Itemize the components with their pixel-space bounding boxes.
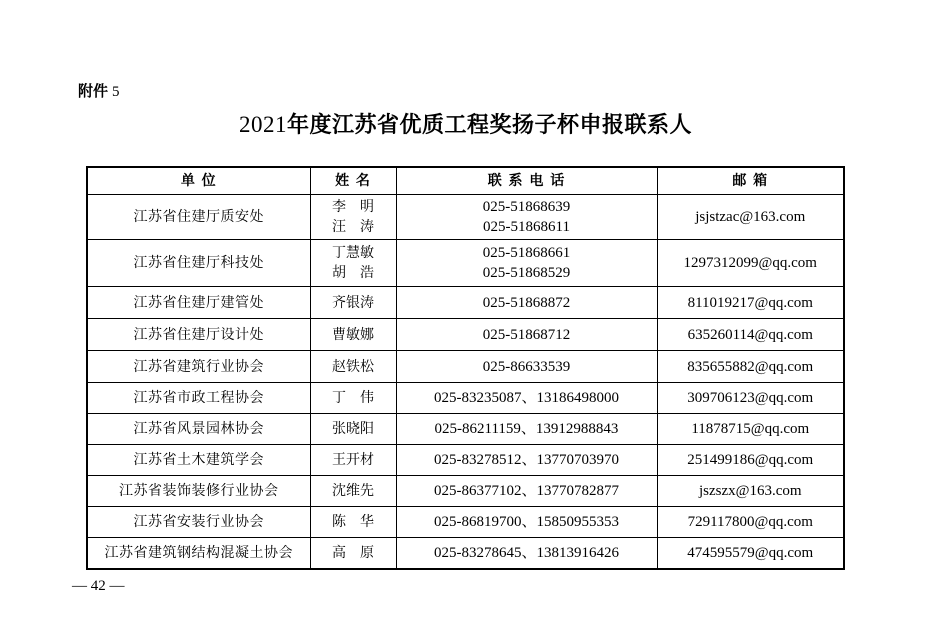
cell-phones bbox=[396, 414, 657, 445]
header-email: 邮 箱 bbox=[657, 167, 844, 195]
cell-phones bbox=[396, 319, 657, 351]
contact-name: 陈 华 bbox=[332, 514, 374, 530]
cell-email: 729117800@qq.com bbox=[657, 507, 844, 538]
cell-names bbox=[310, 195, 396, 240]
cell-phones bbox=[396, 507, 657, 538]
cell-names bbox=[310, 414, 396, 445]
table-row bbox=[87, 383, 844, 414]
attachment-label-text: 附件 bbox=[78, 82, 109, 100]
cell-unit: 江苏省住建厅设计处 bbox=[87, 319, 310, 351]
phone-number: 025-51868712 bbox=[482, 326, 571, 343]
cell-email: 11878715@qq.com bbox=[657, 414, 844, 445]
cell-email: 251499186@qq.com bbox=[657, 445, 844, 476]
cell-email: 835655882@qq.com bbox=[657, 351, 844, 383]
cell-names bbox=[310, 351, 396, 383]
cell-phones bbox=[396, 240, 657, 287]
cell-names bbox=[310, 319, 396, 351]
contact-name: 齐银涛 bbox=[332, 294, 374, 311]
title-year: 2021 bbox=[238, 112, 287, 137]
contact-name: 丁慧敏 bbox=[332, 245, 374, 261]
page-title bbox=[0, 108, 931, 139]
table-header-row bbox=[87, 167, 844, 195]
cell-email: jszszx@163.com bbox=[657, 476, 844, 507]
table-row bbox=[87, 287, 844, 319]
contact-name: 张晓阳 bbox=[332, 421, 374, 437]
title-text: 年度江苏省优质工程奖扬子杯申报联系人 bbox=[286, 113, 692, 138]
header-unit: 单 位 bbox=[87, 167, 310, 195]
cell-phones bbox=[396, 383, 657, 414]
table-row bbox=[87, 445, 844, 476]
table-row bbox=[87, 195, 844, 240]
cell-email: 635260114@qq.com bbox=[657, 319, 844, 351]
phone-number: 025-83235087、13186498000 bbox=[434, 390, 619, 406]
contact-name: 王开材 bbox=[332, 452, 374, 468]
cell-unit: 江苏省土木建筑学会 bbox=[87, 445, 310, 476]
cell-names bbox=[310, 445, 396, 476]
cell-names bbox=[310, 538, 396, 569]
contact-name: 曹敏娜 bbox=[332, 326, 374, 343]
phone-number: 025-51868529 bbox=[482, 265, 571, 281]
cell-names bbox=[310, 476, 396, 507]
phone-number: 025-51868872 bbox=[482, 294, 571, 311]
phone-number: 025-86211159、13912988843 bbox=[434, 421, 619, 437]
cell-unit: 江苏省住建厅科技处 bbox=[87, 240, 310, 287]
cell-unit: 江苏省住建厅质安处 bbox=[87, 195, 310, 240]
cell-unit: 江苏省建筑行业协会 bbox=[87, 351, 310, 383]
contact-name: 胡 浩 bbox=[332, 265, 374, 281]
table-row bbox=[87, 351, 844, 383]
cell-phones bbox=[396, 538, 657, 569]
table-row bbox=[87, 414, 844, 445]
cell-phones bbox=[396, 287, 657, 319]
attachment-number: 5 bbox=[112, 84, 120, 100]
contact-name: 赵铁松 bbox=[332, 358, 374, 375]
cell-names bbox=[310, 383, 396, 414]
table-row bbox=[87, 507, 844, 538]
contacts-table bbox=[86, 166, 845, 570]
table-row bbox=[87, 240, 844, 287]
table-body bbox=[87, 195, 844, 569]
contact-name: 汪 涛 bbox=[332, 219, 374, 235]
header-phone: 联 系 电 话 bbox=[396, 167, 657, 195]
cell-unit: 江苏省住建厅建管处 bbox=[87, 287, 310, 319]
cell-unit: 江苏省安装行业协会 bbox=[87, 507, 310, 538]
contact-name: 丁 伟 bbox=[332, 390, 374, 406]
cell-email: 309706123@qq.com bbox=[657, 383, 844, 414]
phone-number: 025-51868661 bbox=[482, 245, 571, 261]
cell-email: 1297312099@qq.com bbox=[657, 240, 844, 287]
cell-unit: 江苏省风景园林协会 bbox=[87, 414, 310, 445]
phone-number: 025-83278645、13813916426 bbox=[434, 544, 619, 561]
cell-names bbox=[310, 240, 396, 287]
cell-phones bbox=[396, 445, 657, 476]
cell-names bbox=[310, 287, 396, 319]
cell-email: 811019217@qq.com bbox=[657, 287, 844, 319]
phone-number: 025-86819700、15850955353 bbox=[434, 514, 619, 530]
contact-name: 高 原 bbox=[332, 544, 374, 561]
phone-number: 025-51868639 bbox=[482, 199, 571, 215]
cell-phones bbox=[396, 351, 657, 383]
phone-number: 025-86633539 bbox=[482, 358, 571, 375]
cell-names bbox=[310, 507, 396, 538]
attachment-label bbox=[78, 80, 120, 101]
cell-email: jsjstzac@163.com bbox=[657, 195, 844, 240]
cell-email: 474595579@qq.com bbox=[657, 538, 844, 569]
contact-name: 李 明 bbox=[332, 199, 374, 215]
phone-number: 025-83278512、13770703970 bbox=[434, 452, 619, 468]
cell-unit: 江苏省建筑钢结构混凝土协会 bbox=[87, 538, 310, 569]
cell-phones bbox=[396, 476, 657, 507]
contact-name: 沈维先 bbox=[332, 483, 374, 499]
cell-phones bbox=[396, 195, 657, 240]
table-row bbox=[87, 319, 844, 351]
header-name: 姓 名 bbox=[310, 167, 396, 195]
cell-unit: 江苏省装饰装修行业协会 bbox=[87, 476, 310, 507]
table-row bbox=[87, 538, 844, 569]
table-row bbox=[87, 476, 844, 507]
page-number: — 42 — bbox=[72, 578, 125, 594]
cell-unit: 江苏省市政工程协会 bbox=[87, 383, 310, 414]
phone-number: 025-51868611 bbox=[483, 219, 570, 235]
phone-number: 025-86377102、13770782877 bbox=[434, 483, 619, 499]
